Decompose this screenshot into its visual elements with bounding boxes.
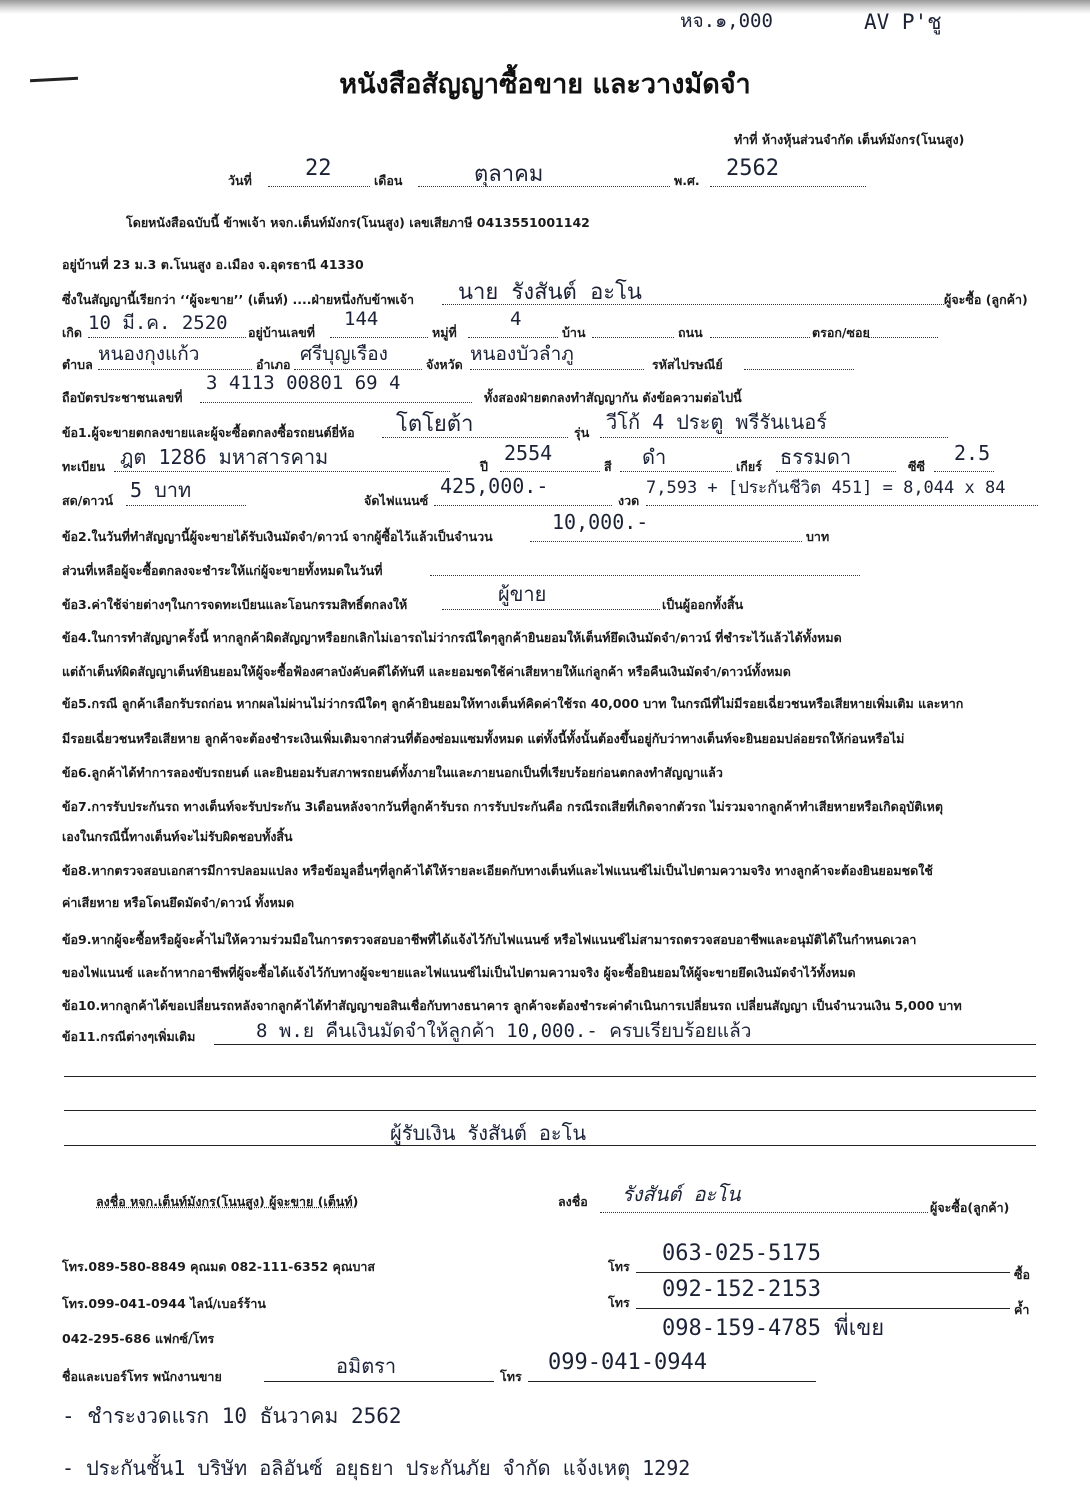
cc-value: 2.5 bbox=[954, 441, 991, 465]
clause7-a: ข้อ7.การรับประกันรถ ทางเต็นท์จะรับประกัน 3เดือนหลังจากวันที่ลูกค้ารับรถ การรับประกันคือ กรณีรถเสียที่เกิดจากตัวรถ ไม่รวมจากลูกค้าทำเสียหายหรือเกิดอุบัติเหตุ bbox=[62, 799, 943, 814]
house-label: อยู่บ้านเลขที่ bbox=[248, 325, 316, 340]
deposit-amount: 10,000.- bbox=[552, 510, 649, 534]
guarantor-phone: 092-152-2153 bbox=[662, 1277, 821, 1302]
sales-phone-label: โทร bbox=[500, 1369, 522, 1384]
color-line bbox=[620, 471, 732, 472]
clause7-b: เองในกรณีนี้ทางเต็นท์จะไม่รับผิดชอบทั้งสิ้น bbox=[62, 829, 293, 844]
village-label: บ้าน bbox=[562, 325, 586, 340]
installment-label: งวด bbox=[618, 493, 640, 508]
brand-value: โตโยต้า bbox=[396, 412, 474, 437]
clause9-b: ของไฟแนนซ์ และถ้าหากอาชีพที่ผู้จะซื้อได้แจ้งไว้กับทางผู้จะขายและไฟแนนซ์ไม่เป็นไปตามความจริง ผู้จะซื้อยินยอมให้ผู้จะขายยึดเงินมัดจำไว้ทั้งหมด bbox=[62, 965, 856, 980]
moo-value: 4 bbox=[510, 308, 522, 330]
deposit-line bbox=[530, 541, 802, 542]
clause9-a: ข้อ9.หากผู้จะซื้อหรือผู้จะค้ำไม่ให้ความร่วมมือในการตรวจสอบอาชีพที่ได้แจ้งไว้กับไฟแนนซ์ หรือไฟแนนซ์ไม่สามารถตรวจสอบอาชีพและอนุมัติได้ในกำหนดเวลา bbox=[62, 932, 917, 947]
finance-value: 425,000.- bbox=[440, 474, 549, 498]
year-value: 2562 bbox=[726, 156, 779, 181]
finance-label: จัดไฟแนนซ์ bbox=[364, 493, 429, 508]
house-value: 144 bbox=[344, 308, 379, 330]
vehicle-year-label: ปี bbox=[480, 459, 488, 474]
subdistrict-value: หนองกุงแก้ว bbox=[98, 343, 200, 365]
clause11-value: 8 พ.ย คืนเงินมัดจำให้ลูกค้า 10,000.- ครบเรียบร้อยแล้ว bbox=[256, 1020, 752, 1042]
buyer-name: นาย รังสันต์ อะโน bbox=[458, 280, 642, 305]
month-line bbox=[418, 186, 670, 187]
province-line bbox=[470, 369, 644, 370]
cc-label: ซีซี bbox=[908, 459, 925, 474]
clause11-label: ข้อ11.กรณีต่างๆเพิ่มเติม bbox=[62, 1029, 196, 1044]
clause10: ข้อ10.หากลูกค้าได้ขอเปลี่ยนรถหลังจากลูกค้าได้ทำสัญญาขอสินเชื่อกับทางธนาคาร ลูกค้าจะต้องชำระค่าดำเนินการเปลี่ยนรถ เปลี่ยนสัญญา เป็นจำนวนเงิน 5,000 บาท bbox=[62, 998, 962, 1013]
buyer-phone-line bbox=[636, 1272, 1010, 1273]
clause6: ข้อ6.ลูกค้าได้ทำการลองขับรถยนต์ และยินยอมรับสภาพรถยนต์ทั้งภายในและภายนอกเป็นที่เรียบร้อยก่อนตกลงทำสัญญาแล้ว bbox=[62, 765, 723, 780]
moo-label: หมู่ที่ bbox=[432, 325, 457, 340]
seller-phone-1: โทร.089-580-8849 คุณมด 082-111-6352 คุณบาส bbox=[62, 1259, 376, 1274]
model-label: รุ่น bbox=[574, 425, 590, 440]
clause11-line-3 bbox=[64, 1110, 1036, 1111]
clause4-a: ข้อ4.ในการทำสัญญาครั้งนี้ หากลูกค้าผิดสัญญาหรือยกเลิกไม่เอารถไม่ว่ากรณีใดๆลูกค้ายินยอมให้เต็นท์ยึดเงินมัดจำ/ดาวน์ ที่ชำระไว้แล้วได้ทั้งหมด bbox=[62, 630, 842, 645]
down-label: สด/ดาวน์ bbox=[62, 493, 114, 508]
clause3-line bbox=[442, 609, 660, 610]
postcode-line bbox=[744, 369, 854, 370]
made-at: ทำที่ ห้างหุ้นส่วนจำกัด เต็นท์มังกร(โนนสูง) bbox=[734, 132, 965, 147]
day-label: วันที่ bbox=[228, 173, 252, 188]
model-value: วีโก้ 4 ประตู พรีรันเนอร์ bbox=[606, 410, 828, 434]
province-value: หนองบัวลำภู bbox=[470, 343, 574, 365]
district-line bbox=[294, 369, 422, 370]
cc-line bbox=[934, 471, 994, 472]
house-line bbox=[330, 337, 428, 338]
finance-line bbox=[434, 505, 612, 506]
soi-label: ตรอก/ซอย bbox=[812, 325, 870, 340]
plate-value: ฎต 1286 มหาสารคาม bbox=[120, 445, 329, 469]
gear-value: ธรรมดา bbox=[780, 445, 852, 469]
installment-line bbox=[646, 505, 1038, 506]
moo-line bbox=[468, 337, 558, 338]
buyer-sign-line bbox=[600, 1212, 928, 1213]
installment-value: 7,593 + [ประกันชีวิต 451] = 8,044 x 84 bbox=[646, 478, 1006, 498]
road-line bbox=[710, 337, 810, 338]
color-value: ดำ bbox=[642, 445, 667, 469]
day-line bbox=[268, 186, 370, 187]
corner-note-left: หจ.๑,000 bbox=[680, 10, 773, 32]
buyer-role: ผู้จะซื้อ (ลูกค้า) bbox=[944, 292, 1028, 307]
clause3-suffix: เป็นผู้ออกทั้งสิ้น bbox=[662, 597, 744, 612]
month-value: ตุลาคม bbox=[474, 162, 544, 187]
id-value: 3 4113 00801 69 4 bbox=[206, 372, 401, 394]
deposit-unit: บาท bbox=[806, 529, 830, 544]
subdistrict-line bbox=[98, 369, 252, 370]
down-value: 5 บาท bbox=[130, 478, 192, 502]
clause11-line-2 bbox=[64, 1076, 1036, 1077]
subdistrict-label: ตำบล bbox=[62, 357, 93, 372]
seller-fax: 042-295-686 แฟกซ์/โทร bbox=[62, 1331, 215, 1346]
buyer-sign-label: ลงชื่อ bbox=[558, 1194, 588, 1209]
document-title: หนังสือสัญญาซื้อขาย และวางมัดจำ bbox=[339, 69, 751, 100]
buyer-signature: รังสันต์ อะโน bbox=[622, 1182, 741, 1206]
receiver-note: ผู้รับเงิน รังสันต์ อะโน bbox=[390, 1121, 587, 1145]
clause2-label: ข้อ2.ในวันที่ทำสัญญานี้ผู้จะขายได้รับเงินมัดจำ/ดาวน์ จากผู้ซื้อไว้แล้วเป็นจำนวน bbox=[62, 529, 493, 544]
province-label: จังหวัด bbox=[426, 357, 463, 372]
clause2-remaining: ส่วนที่เหลือผู้จะซื้อตกลงจะชำระให้แก่ผู้จะขายทั้งหมดในวันที่ bbox=[62, 563, 383, 578]
id-label: ถือบัตรประชาชนเลขที่ bbox=[62, 390, 183, 405]
sales-label: ชื่อและเบอร์โทร พนักงานขาย bbox=[62, 1369, 222, 1384]
guarantor-phone-label: โทร bbox=[608, 1295, 630, 1310]
buyer-phone-role: ซื้อ bbox=[1014, 1267, 1030, 1282]
buyer-phone: 063-025-5175 bbox=[662, 1241, 821, 1266]
year-line bbox=[710, 186, 866, 187]
id-line bbox=[200, 402, 472, 403]
clause3-value: ผู้ขาย bbox=[498, 582, 547, 606]
clause1-label: ข้อ1.ผู้จะขายตกลงขายและผู้จะซื้อตกลงซื้อรถยนต์ยี่ห้อ bbox=[62, 425, 355, 440]
guarantor-phone-line bbox=[636, 1308, 1010, 1309]
first-payment-note: - ชำระงวดแรก 10 ธันวาคม 2562 bbox=[62, 1404, 402, 1428]
clause4-b: แต่ถ้าเต็นท์ผิดสัญญาเต็นท์ยินยอมให้ผู้จะซื้อฟ้องศาลบังคับคดีได้ทันที และยอมชดใช้ค่าเสียหายให้แก่ลูกค้า หรือคืนเงินมัดจำ/ดาวน์ทั้งหมด bbox=[62, 664, 791, 679]
vehicle-year-value: 2554 bbox=[504, 441, 553, 465]
clause3-label: ข้อ3.ค่าใช้จ่ายต่างๆในการจดทะเบียนและโอนกรรมสิทธิ์ตกลงให้ bbox=[62, 597, 408, 612]
born-value: 10 มี.ค. 2520 bbox=[88, 312, 228, 334]
clause8-b: ค่าเสียหาย หรือโดนยึดมัดจำ/ดาวน์ ทั้งหมด bbox=[62, 895, 295, 910]
district-value: ศรีบุญเรือง bbox=[300, 343, 388, 365]
intro-line-1: โดยหนังสือฉบับนี้ ข้าพเจ้า หจก.เต็นท์มังกร(โนนสูง) เลขเสียภาษี 0413551001142 bbox=[126, 215, 590, 230]
year-label: พ.ศ. bbox=[674, 173, 700, 188]
color-label: สี bbox=[604, 459, 612, 474]
buyer-phone-label: โทร bbox=[608, 1259, 630, 1274]
clause5-a: ข้อ5.กรณี ลูกค้าเลือกรับรถก่อน หากผลไม่ผ่านไม่ว่ากรณีใดๆ ลูกค้ายินยอมให้ทางเต็นท์คิดค่าใช้รถ 40,000 บาท ในกรณีที่ไม่มีรอยเฉี่ยวชนหรือเสียหายเพิ่มเติม และหาก bbox=[62, 696, 964, 711]
vehicle-year-line bbox=[500, 471, 600, 472]
postcode-label: รหัสไปรษณีย์ bbox=[652, 357, 723, 372]
seller-phone-2: โทร.099-041-0944 ไลน์/เบอร์ร้าน bbox=[62, 1296, 266, 1311]
party-label: ซึ่งในสัญญานี้เรียกว่า ‘‘ผู้จะขาย’’ (เต็นท์) ....ฝ่ายหนึ่งกับข้าพเจ้า bbox=[62, 292, 415, 307]
buyer-sign-role: ผู้จะซื้อ(ลูกค้า) bbox=[930, 1200, 1010, 1215]
plate-label: ทะเบียน bbox=[62, 459, 106, 474]
village-line bbox=[592, 337, 674, 338]
id-suffix: ทั้งสองฝ่ายตกลงทำสัญญากัน ดังข้อความต่อไปนี้ bbox=[484, 390, 742, 405]
clause8-a: ข้อ8.หากตรวจสอบเอกสารมีการปลอมแปลง หรือข้อมูลอื่นๆที่ลูกค้าได้ให้รายละเอียดกับทางเต็นท์และไฟแนนซ์ไม่เป็นไปตามความจริง ทางลูกค้าจะต้องยินยอมชดใช้ bbox=[62, 863, 933, 878]
day-value: 22 bbox=[305, 156, 332, 181]
sales-phone: 099-041-0944 bbox=[548, 1350, 707, 1375]
intro-line-2: อยู่บ้านที่ 23 ม.3 ต.โนนสูง อ.เมือง จ.อุดรธานี 41330 bbox=[62, 257, 364, 272]
extra-phone: 098-159-4785 พี่เขย bbox=[662, 1316, 885, 1341]
insurance-note: - ประกันชั้น1 บริษัท อลิอันซ์ อยุธยา ประกันภัย จำกัด แจ้งเหตุ 1292 bbox=[62, 1456, 691, 1480]
seller-signature: ลงชื่อ หจก.เต็นท์มังกร(โนนสูง) ผู้จะขาย (เต็นท์) bbox=[96, 1194, 359, 1209]
corner-note-right: AV P'ชู bbox=[864, 10, 942, 34]
remaining-line bbox=[430, 575, 860, 576]
clause5-b: มีรอยเฉี่ยวชนหรือเสียหาย ลูกค้าจะต้องชำระเงินเพิ่มเติมจากส่วนที่ต้องซ่อมแซมทั้งหมด แต่ทั้งนี้ทั้งนั้นต้องขึ้นอยู่กับว่าทางเต็นท์จะยินยอมปล่อยรถให้ก่อนหรือไม่ bbox=[62, 731, 905, 746]
born-label: เกิด bbox=[62, 325, 82, 340]
soi-line bbox=[868, 337, 938, 338]
gear-label: เกียร์ bbox=[736, 459, 762, 474]
road-label: ถนน bbox=[678, 325, 703, 340]
sales-name: อมิตรา bbox=[336, 1354, 397, 1378]
district-label: อำเภอ bbox=[256, 357, 291, 372]
sales-phone-line bbox=[528, 1381, 816, 1382]
guarantor-role: ค้ำ bbox=[1014, 1302, 1030, 1317]
month-label: เดือน bbox=[374, 173, 403, 188]
